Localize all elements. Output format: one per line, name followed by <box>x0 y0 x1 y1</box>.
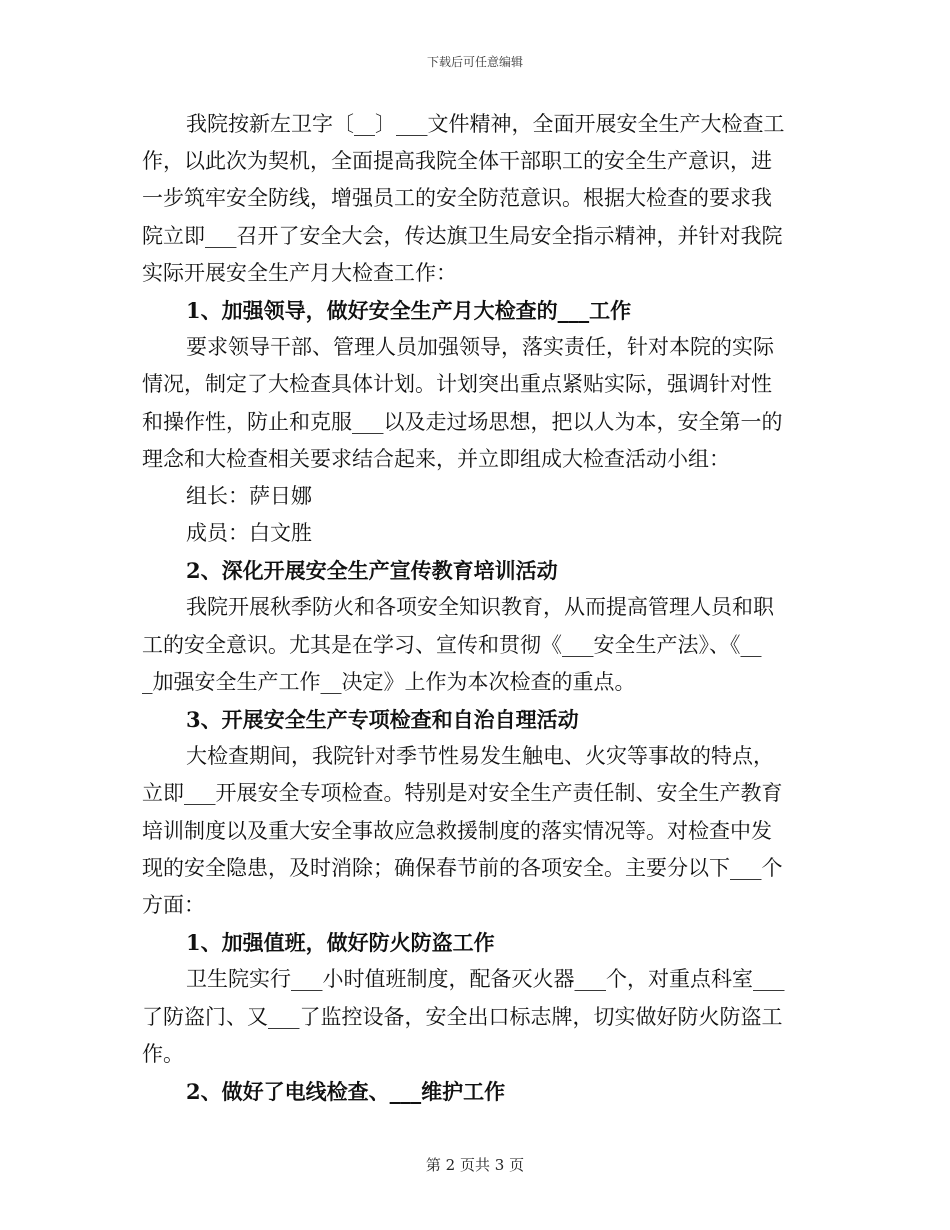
body-text-line: 方面： <box>142 892 205 917</box>
body-text-line: 现的安全隐患，及时消除；确保春节前的各项安全。主要分以下___个 <box>142 855 783 880</box>
body-text-line: _加强安全生产工作__决定》上作为本次检查的重点。 <box>142 669 636 694</box>
body-text-line: 情况，制定了大检查具体计划。计划突出重点紧贴实际，强调针对性 <box>142 372 772 397</box>
body-text-line: 组长：萨日娜 <box>186 483 312 508</box>
section-heading: 1、加强领导，做好安全生产月大检查的___工作 <box>186 297 632 323</box>
body-text-line: 理念和大检查相关要求结合起来，并立即组成大检查活动小组： <box>142 446 730 471</box>
section-heading: 2、做好了电线检查、___维护工作 <box>186 1078 506 1104</box>
body-text-line: 成员：白文胜 <box>186 521 312 546</box>
body-text-line: 我院开展秋季防火和各项安全知识教育，从而提高管理人员和职 <box>186 595 774 620</box>
body-text-line: 作，以此次为契机，全面提高我院全体干部职工的安全生产意识，进 <box>142 149 772 174</box>
body-text-line: 作。 <box>142 1041 184 1066</box>
body-text-line: 和操作性，防止和克服___以及走过场思想，把以人为本，安全第一的 <box>142 409 783 434</box>
body-text-line: 培训制度以及重大安全事故应急救援制度的落实情况等。对检查中发 <box>142 818 772 843</box>
page-footer: 第 2 页共 3 页 <box>425 1156 525 1174</box>
body-text-line: 实际开展安全生产月大检查工作： <box>142 260 457 285</box>
section-heading: 1、加强值班，做好防火防盗工作 <box>186 930 495 956</box>
body-text-line: 立即___开展安全专项检查。特别是对安全生产责任制、安全生产教育 <box>142 781 783 806</box>
document-body <box>142 106 808 1110</box>
body-text-line: 大检查期间，我院针对季节性易发生触电、火灾等事故的特点， <box>186 744 774 769</box>
body-text-line: 卫生院实行___小时值班制度，配备灭火器___个，对重点科室___ <box>186 967 785 992</box>
section-heading: 3、开展安全生产专项检查和自治自理活动 <box>186 707 579 732</box>
body-text-line: 一步筑牢安全防线，增强员工的安全防范意识。根据大检查的要求我 <box>142 186 772 211</box>
body-text-line: 了防盗门、又___了监控设备，安全出口标志牌，切实做好防火防盗工 <box>142 1004 783 1029</box>
body-text-line: 工的安全意识。尤其是在学习、宣传和贯彻《___安全生产法》、《__ <box>142 632 762 657</box>
page-header-note: 下载后可任意编辑 <box>426 55 523 69</box>
body-text-line: 要求领导干部、管理人员加强领导，落实责任，针对本院的实际 <box>186 335 774 360</box>
body-text-line: 院立即___召开了安全大会，传达旗卫生局安全指示精神，并针对我院 <box>142 223 783 248</box>
section-heading: 2、深化开展安全生产宣传教育培训活动 <box>186 558 558 584</box>
body-text-line: 我院按新左卫字〔__〕___文件精神，全面开展安全生产大检查工 <box>186 112 785 136</box>
